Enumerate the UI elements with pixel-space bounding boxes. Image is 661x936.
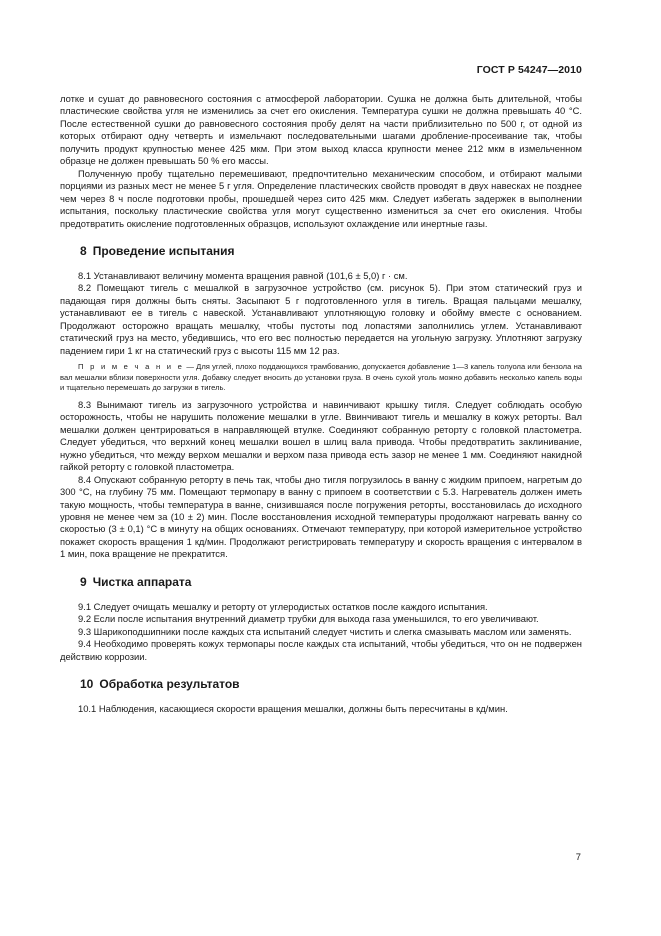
section-heading-10 [60, 677, 582, 691]
section-number: 10 [80, 677, 94, 692]
paragraph-10-1: 10.1 Наблюдения, касающиеся скорости вращения мешалки, должны быть пересчитаны в кд/мин. [78, 703, 508, 715]
paragraph-9-1: 9.1 Следует очищать мешалку и реторту от углеродистых остатков после каждого испытания. [78, 600, 488, 612]
section-title: Чистка аппарата [92, 574, 192, 589]
paragraph-9-2: 9.2 Если после испытания внутренний диаметр трубки для выхода газа уменьшился, то его увеличивают. [78, 613, 539, 625]
paragraph-8-1: 8.1 Устанавливают величину момента вращения равной (101,6 ± 5,0) г · см. [78, 269, 408, 281]
note [60, 362, 582, 394]
paragraph-8-4: 8.4 Опускают собранную реторту в печь так, чтобы дно тигля погрузилось в ванну с жидким припоем, нагретым до 300 °С, на глубину 75 мм. Помещают термопару в ванну с припоем в соответствии с 5.3. Нагреватель должен иметь такую мощность, чтобы температура в ванне, снизившаяся после погружения реторты, восстановилась до исходного уровня не менее чем за (10 ± 2) мин. После восстановления исходной температуры продолжают нагревать ванну со скоростью (3 ± 0,1) °С в минуту на общих основаниях. Отмечают температуру, при которой измерительное устройство покажет скорость вращения 1 кд/мин. Продолжают регистрировать температуру и скорость вращения с интервалом в 1 мин, пока вращение не прекратится. [60, 473, 582, 560]
note-text: — Для углей, плохо поддающихся трамбованию, допускается добавление 1—3 капель толуола или бензола на вал мешалки вблизи поверхности угля. Добавку следует вносить до установки груза. В очень сухой уголь можно добавить несколько капель воды и тщательно перемешать до загрузки в тигель. [60, 362, 582, 393]
section-heading-9 [60, 575, 582, 589]
paragraph-9-4: 9.4 Необходимо проверять кожух термопары после каждых ста испытаний, чтобы убедиться, что он не подвержен действию коррозии. [60, 638, 582, 662]
page-number: 7 [575, 851, 581, 862]
section-title: Проведение испытания [92, 243, 235, 258]
document-id: ГОСТ Р 54247—2010 [476, 64, 582, 76]
section-heading-8 [60, 244, 582, 258]
paragraph-9-3: 9.3 Шарикоподшипники после каждых ста испытаний следует чистить и слегка смазывать маслом или заменять. [78, 625, 572, 637]
note-label: П р и м е ч а н и е [78, 362, 185, 372]
paragraph-8-2: 8.2 Помещают тигель с мешалкой в загрузочное устройство (см. рисунок 5). При этом статический груз и падающая гиря должны быть сняты. Засыпают 5 г подготовленного угля в тигель. Вращая пальцами мешалку, устанавливают ее в тигель с навеской. Устанавливают уплотняющую головку и обойму вместе с основанием. Продолжают осторожно вращать мешалку, чтобы пустоты под лопастями заполнились углем. Устанавливают статический груз на место, убедившись, что его вес полностью передается на угольную загрузку. Уплотняют загрузку падением гири 1 кг на статический груз с высоты 115 мм 12 раз. [60, 282, 582, 356]
section-number: 9 [80, 574, 87, 589]
paragraph-8-3: 8.3 Вынимают тигель из загрузочного устройства и навинчивают крышку тигля. Следует соблюдать особую осторожность, чтобы не нарушить положение мешалки в угле. Ввинчивают тигель и мешалку в кожух реторты. Вал мешалки должен центрироваться в направляющей втулке. Соединяют собранную реторту с головкой пластометра. Следует убедиться, что верхний конец мешалки вошел в шлиц вала привода. Чтобы предотвратить заклинивание, нужно убедиться, что между верхом мешалки и верхом паза привода есть зазор не менее 1 мм. Соединяют накидной гайкой реторту с головкой пластометра. [60, 398, 582, 473]
section-title: Обработка результатов [99, 677, 240, 692]
paragraph-intro-sample: Полученную пробу тщательно перемешивают, предпочтительно механическим способом, и отбирают малыми порциями из разных мест не менее 5 г угля. Определение пластических свойств проводят в двух навесках не позднее чем через 8 ч после подготовки пробы, прошедшей через сито 425 мкм. Следует избегать задержек в выполнении испытания, поскольку пластические свойства угля могут существенно измениться за счет его окисления. Чтобы предотвратить окисление подготовленных образцов, используют охлаждение или инертные газы. [60, 167, 582, 229]
page-content [60, 93, 582, 716]
paragraph-intro-continued: лотке и сушат до равновесного состояния с атмосферой лаборатории. Сушка не должна быть длительной, чтобы пластические свойства угля не изменились за счет его окисления. Температура сушки не должна превышать 40 °С. После естественной сушки до равновесного состояния пробу делят на части приблизительно по 500 г, от одной из которых отбирают одну четверть и измельчают последовательными шагами дробление-просеивание так, чтобы получить продукт крупностью менее 425 мкм. При этом выход класса крупности менее 212 мкм в измельченном образце не должен превышать 50 % его массы. [60, 93, 582, 167]
section-number: 8 [80, 243, 87, 258]
